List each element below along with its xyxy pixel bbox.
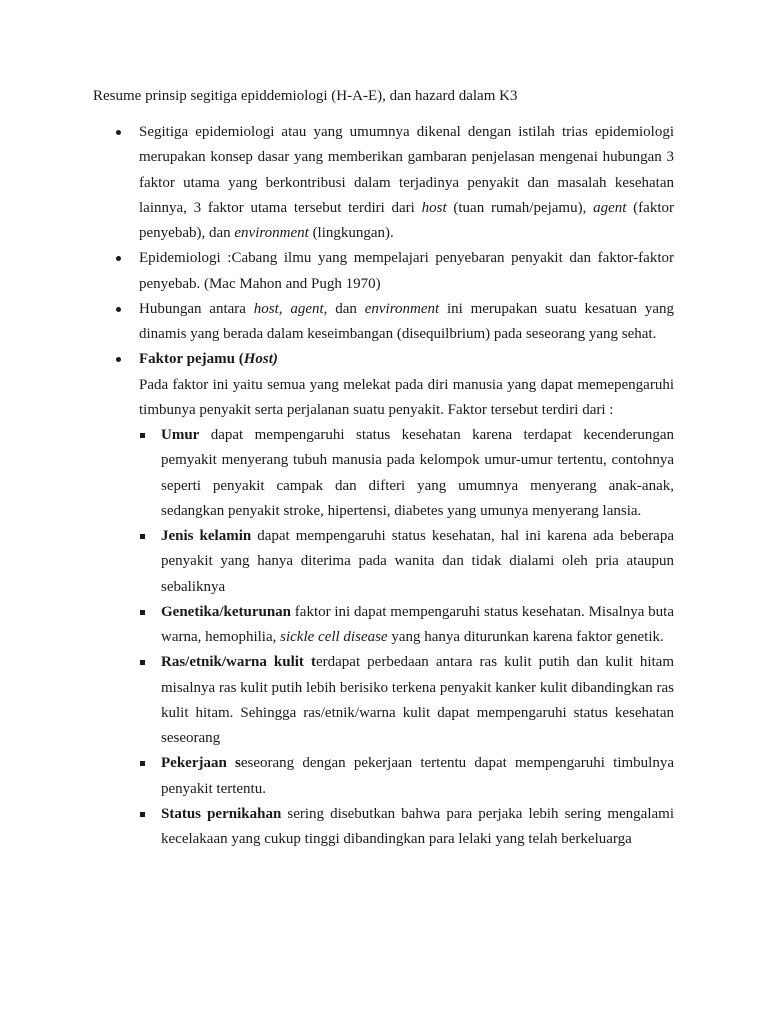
- heading-text: ): [272, 351, 278, 368]
- list-item-faktor-pejamu: [93, 347, 674, 852]
- heading-text: Faktor pejamu (: [139, 351, 244, 368]
- text-run: dapat mempengaruhi status kesehatan, hal ini karena ada beberapa penyakit yang hanya diterima pada wanita dan tidak dialami oleh pria ataupun sebaliknya: [161, 528, 674, 595]
- bullet-marker: [116, 357, 121, 362]
- text-run: Hubungan antara: [139, 300, 254, 317]
- sub-item-pekerjaan: [139, 751, 674, 802]
- paragraph-hubungan-hae: [139, 297, 674, 348]
- square-bullet-marker: [140, 761, 145, 766]
- list-item-trias-epidemiologi: [93, 120, 674, 246]
- text-run: eseorang dengan pekerjaan tertentu dapat mempengaruhi timbulnya penyakit tertentu.: [161, 755, 674, 797]
- text-run: (faktor penyebab), dan: [139, 199, 674, 241]
- sub-list-faktor-pejamu: [139, 423, 674, 852]
- square-bullet-marker: [140, 534, 145, 539]
- sub-item-genetika: [139, 600, 674, 651]
- italic-term-environment: environment: [364, 300, 440, 317]
- bullet-marker: [116, 256, 121, 261]
- sub-item-label: Umur: [161, 427, 200, 443]
- sub-item-text: [161, 600, 674, 651]
- sub-item-text: [161, 751, 674, 802]
- sub-item-jenis-kelamin: [139, 524, 674, 600]
- text-run: faktor ini dapat mempengaruhi status kesehatan. Misalnya buta warna, hemophilia,: [161, 603, 674, 645]
- square-bullet-marker: [140, 610, 145, 615]
- italic-term-sickle-cell: sickle cell disease: [280, 629, 388, 645]
- square-bullet-marker: [140, 660, 145, 665]
- italic-term-environment: environment: [234, 225, 309, 241]
- sub-item-status-pernikahan: [139, 802, 674, 853]
- text-run: ini merupakan suatu kesatuan yang dinamis yang berada dalam keseimbangan (disequilbrium) pada seseorang yang sehat.: [139, 300, 674, 342]
- section-heading-faktor-pejamu: [139, 347, 674, 372]
- page-title: Resume prinsip segitiga epiddemiologi (H-A-E), dan hazard dalam K3: [93, 88, 518, 104]
- text-run: Epidemiologi :Cabang ilmu yang mempelajari penyebaran penyakit dan faktor-faktor penyebab. (Mac Mahon and Pugh 1970): [139, 250, 674, 292]
- text-run: (lingkungan).: [308, 225, 394, 241]
- text-run: erdapat perbedaan antara ras kulit putih dan kulit hitam misalnya ras kulit putih lebih berisiko terkena penyakit kanker kulit dibandingkan ras kulit hitam. Sehingga ras/etnik/warna kulit dapat mempengaruhi status kesehatan seseorang: [161, 654, 675, 746]
- italic-term-agent: agent: [593, 199, 627, 216]
- heading-italic-host: Host: [243, 351, 273, 368]
- sub-item-text: [161, 423, 674, 524]
- square-bullet-marker: [140, 812, 145, 817]
- paragraph-trias-epidemiologi: [139, 120, 674, 246]
- text-run: sering disebutkan bahwa para perjaka lebih sering mengalami kecelakaan yang cukup tinggi dibandingkan para lelaki yang telah berkeluarga: [161, 805, 674, 847]
- text-run: yang hanya diturunkan karena faktor genetik.: [387, 629, 664, 645]
- paragraph-faktor-pejamu-intro: Pada faktor ini yaitu semua yang melekat pada diri manusia yang dapat memepengaruhi timbunya penyakit serta perjalanan suatu penyakit. Faktor tersebut terdiri dari :: [139, 376, 674, 418]
- sub-item-label: Status pernikahan: [161, 805, 282, 822]
- sub-item-text: [161, 524, 674, 600]
- text-run: Segitiga epidemiologi atau yang umumnya dikenal dengan istilah trias epidemiologi merupakan konsep dasar yang memberikan gambaran penjelasan mengenai hubungan 3 faktor utama yang berkontribusi dalam terjadinya penyakit dan masalah kesehatan lainnya, 3 faktor utama tersebut terdiri dari: [139, 124, 674, 216]
- sub-item-label: Pekerjaan s: [161, 755, 241, 772]
- list-item-hubungan-hae: [93, 297, 674, 348]
- sub-item-umur: [139, 423, 674, 524]
- sub-item-label: Ras/etnik/warna kulit t: [161, 654, 316, 671]
- italic-term-host: host: [421, 199, 447, 216]
- paragraph-definisi-epidemiologi: [139, 246, 674, 297]
- sub-item-label: Genetika/keturunan: [161, 603, 292, 620]
- bullet-list: [93, 120, 674, 852]
- text-run: (tuan rumah/pejamu),: [446, 199, 594, 216]
- sub-item-text: [161, 802, 674, 853]
- list-item-definisi-epidemiologi: [93, 246, 674, 297]
- sub-item-label: Jenis kelamin: [161, 528, 252, 544]
- bullet-marker: [116, 307, 121, 312]
- text-run: dapat mempengaruhi status kesehatan karena terdapat kecenderungan pemyakit menyerang tubuh manusia pada kelompok umur-umur tertentu, contohnya seperti penyakit campak dan difteri yang umumnya menyerang anak-anak, sedangkan penyakit stroke, hipertensi, diabetes yang umunya menyerang lansia.: [161, 427, 674, 519]
- italic-term-host-agent: host, agent,: [253, 300, 328, 317]
- sub-item-ras-etnik: [139, 650, 674, 751]
- sub-item-text: [161, 650, 674, 751]
- square-bullet-marker: [140, 433, 145, 438]
- text-run: dan: [327, 300, 365, 317]
- bullet-marker: [116, 130, 121, 135]
